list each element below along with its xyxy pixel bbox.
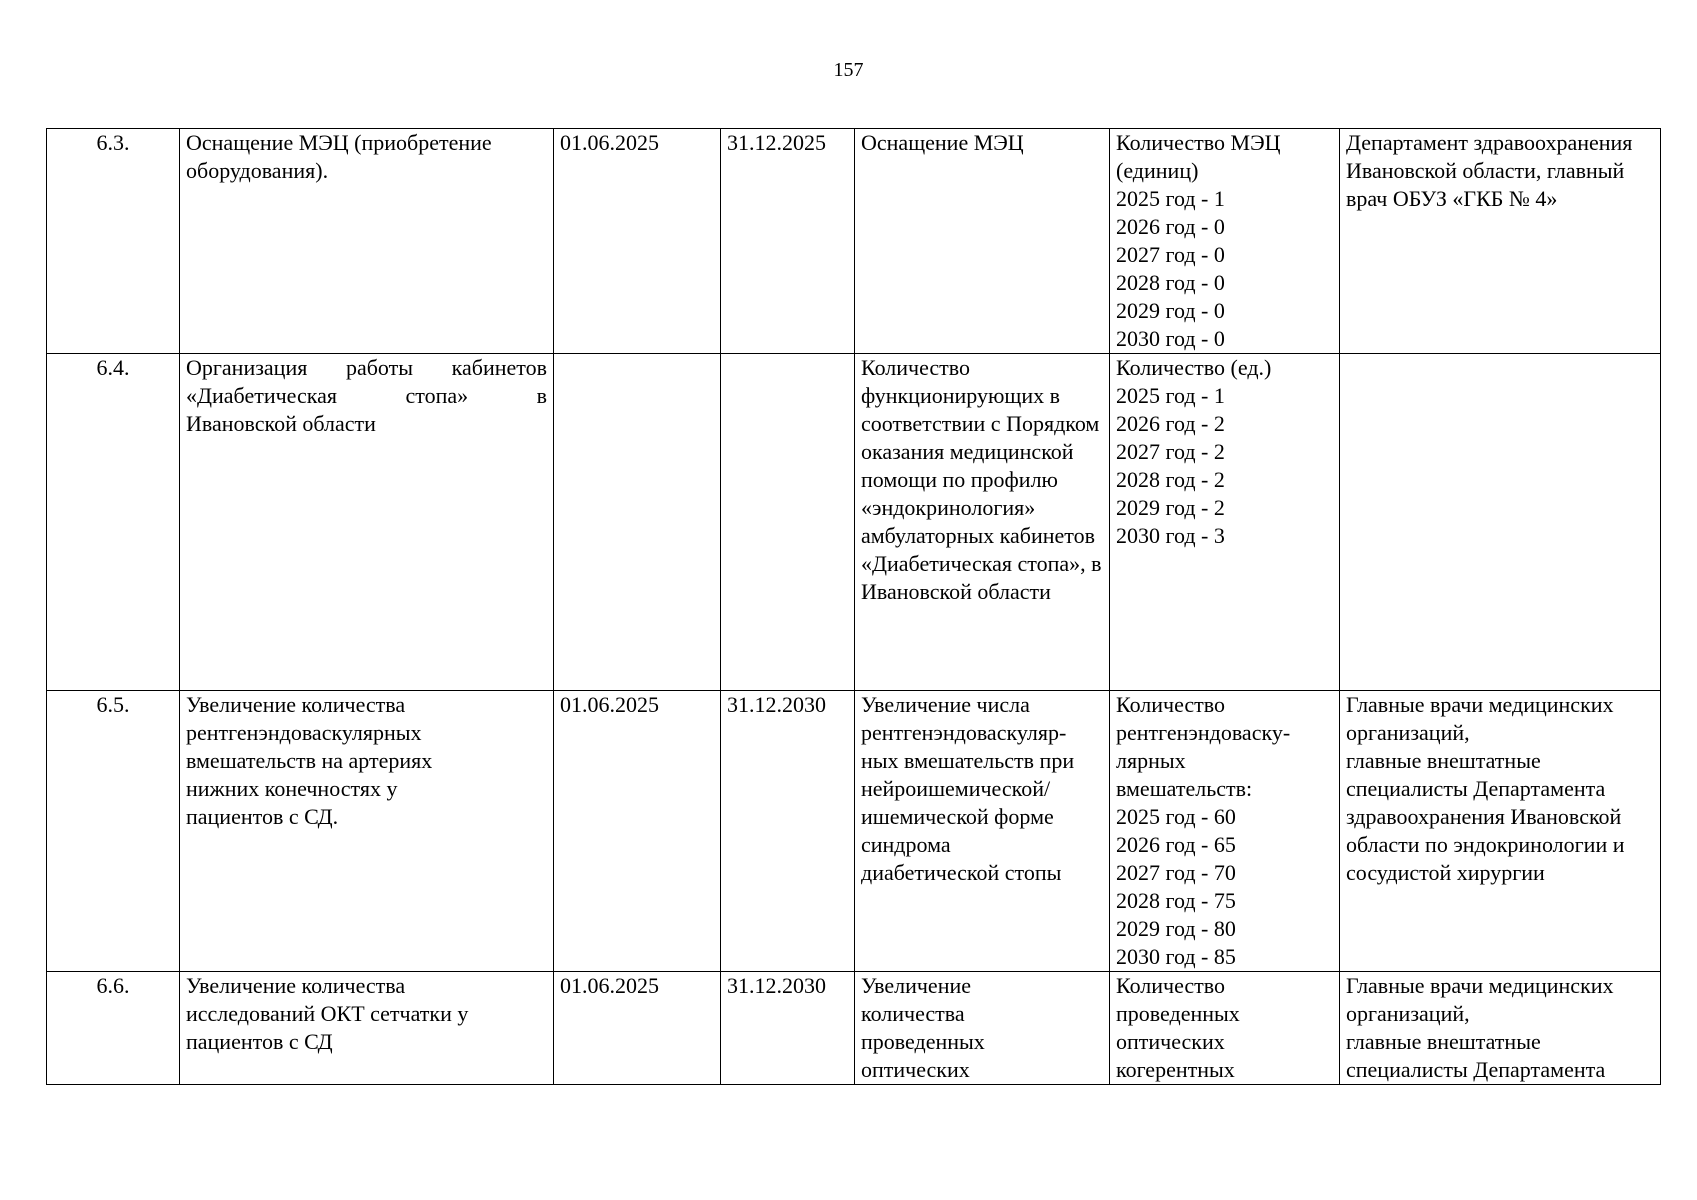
responsible-line: области по эндокринологии и	[1346, 832, 1625, 857]
indicator-line: 2025 год - 1	[1116, 383, 1225, 408]
indicator-line: 2026 год - 65	[1116, 832, 1236, 857]
indicator-line: Количество	[1116, 973, 1226, 998]
responsible-line: Главные врачи медицинских	[1346, 973, 1614, 998]
result-line: Увеличение	[861, 973, 972, 998]
end-date: 31.12.2030	[721, 972, 855, 1085]
result-line: синдрома	[861, 832, 951, 857]
indicator-line: 2029 год - 80	[1116, 916, 1236, 941]
result-line: проведенных	[861, 1029, 985, 1054]
event-name	[180, 354, 554, 691]
end-date	[721, 354, 855, 691]
event-name-text: Увеличение количества рентгенэндоваскулярных вмешательств на артериях нижних конечностях у пациентов с СД.	[186, 692, 433, 829]
result-line: оптических	[861, 1057, 970, 1082]
indicator	[1110, 354, 1340, 691]
event-name-line: «Диабетическая стопа» в	[186, 383, 547, 408]
event-name	[180, 972, 554, 1085]
responsible: Департамент здравоохранения Ивановской области, главный врач ОБУЗ «ГКБ № 4»	[1340, 129, 1661, 354]
table-row	[47, 129, 1661, 354]
row-number: 6.6.	[47, 972, 180, 1085]
expected-result	[855, 972, 1110, 1085]
table-row	[47, 691, 1661, 972]
indicator-line: 2029 год - 2	[1116, 495, 1225, 520]
expected-result: Оснащение МЭЦ	[855, 129, 1110, 354]
indicator-line: 2027 год - 0	[1116, 242, 1225, 267]
result-line: количества	[861, 1001, 965, 1026]
indicator	[1110, 129, 1340, 354]
expected-result	[855, 691, 1110, 972]
responsible-line: сосудистой хирургии	[1346, 860, 1545, 885]
responsible-line: специалисты Департамента	[1346, 1057, 1606, 1082]
event-name	[180, 691, 554, 972]
event-name-line: Организация работы кабинетов	[186, 355, 547, 380]
indicator-line: когерентных	[1116, 1057, 1235, 1082]
result-line: ных вмешательств при	[861, 748, 1075, 773]
indicator-line: 2029 год - 0	[1116, 298, 1225, 323]
table-row	[47, 354, 1661, 691]
start-date: 01.06.2025	[554, 972, 721, 1085]
indicator-line: Количество МЭЦ	[1116, 130, 1281, 155]
indicator	[1110, 972, 1340, 1085]
indicator-line: 2030 год - 3	[1116, 523, 1225, 548]
result-line: ишемической форме	[861, 804, 1054, 829]
responsible	[1340, 354, 1661, 691]
page-number: 157	[833, 59, 864, 81]
end-date: 31.12.2030	[721, 691, 855, 972]
indicator-line: вмешательств:	[1116, 776, 1253, 801]
indicator-line: 2026 год - 2	[1116, 411, 1225, 436]
indicator-line: 2025 год - 1	[1116, 186, 1225, 211]
responsible-line: главные внештатные	[1346, 1029, 1541, 1054]
responsible-line: здравоохранения Ивановской	[1346, 804, 1622, 829]
indicator-line: 2030 год - 0	[1116, 326, 1225, 351]
indicator-line: Количество (ед.)	[1116, 355, 1272, 380]
row-number: 6.4.	[47, 354, 180, 691]
indicator-line: лярных	[1116, 748, 1186, 773]
indicator-line: 2028 год - 2	[1116, 467, 1225, 492]
indicator-line: рентгенэндоваску-	[1116, 720, 1291, 745]
indicator-line: (единиц)	[1116, 158, 1199, 183]
row-number: 6.5.	[47, 691, 180, 972]
start-date	[554, 354, 721, 691]
event-name-line: Ивановской области	[186, 411, 376, 436]
responsible-line: Главные врачи медицинских	[1346, 692, 1614, 717]
indicator-line: 2030 год - 85	[1116, 944, 1236, 969]
indicator	[1110, 691, 1340, 972]
responsible-line: главные внештатные	[1346, 748, 1541, 773]
indicator-line: 2028 год - 0	[1116, 270, 1225, 295]
indicator-line: проведенных	[1116, 1001, 1240, 1026]
indicator-line: 2026 год - 0	[1116, 214, 1225, 239]
row-number: 6.3.	[47, 129, 180, 354]
indicator-line: 2025 год - 60	[1116, 804, 1236, 829]
result-line: Увеличение числа	[861, 692, 1030, 717]
indicator-line: 2028 год - 75	[1116, 888, 1236, 913]
responsible-line: организаций,	[1346, 720, 1470, 745]
result-line: нейроишемической/	[861, 776, 1051, 801]
event-name: Оснащение МЭЦ (приобретение оборудования).	[180, 129, 554, 354]
expected-result: Количество функционирующих в соответствии с Порядком оказания медицинской помощи по профилю «эндокринология» амбулаторных кабинетов «Диабетическая стопа», в Ивановской области	[855, 354, 1110, 691]
table-row	[47, 972, 1661, 1085]
end-date: 31.12.2025	[721, 129, 855, 354]
plan-table	[46, 128, 1661, 1085]
result-line: диабетической стопы	[861, 860, 1062, 885]
indicator-line: 2027 год - 70	[1116, 860, 1236, 885]
responsible-line: организаций,	[1346, 1001, 1470, 1026]
responsible	[1340, 972, 1661, 1085]
indicator-line: оптических	[1116, 1029, 1225, 1054]
start-date: 01.06.2025	[554, 691, 721, 972]
indicator-line: Количество	[1116, 692, 1226, 717]
result-line: рентгенэндоваскуляр-	[861, 720, 1067, 745]
indicator-line: 2027 год - 2	[1116, 439, 1225, 464]
event-name-text: Увеличение количества исследований ОКТ сетчатки у пациентов с СД	[186, 973, 469, 1054]
responsible	[1340, 691, 1661, 972]
responsible-line: специалисты Департамента	[1346, 776, 1606, 801]
start-date: 01.06.2025	[554, 129, 721, 354]
